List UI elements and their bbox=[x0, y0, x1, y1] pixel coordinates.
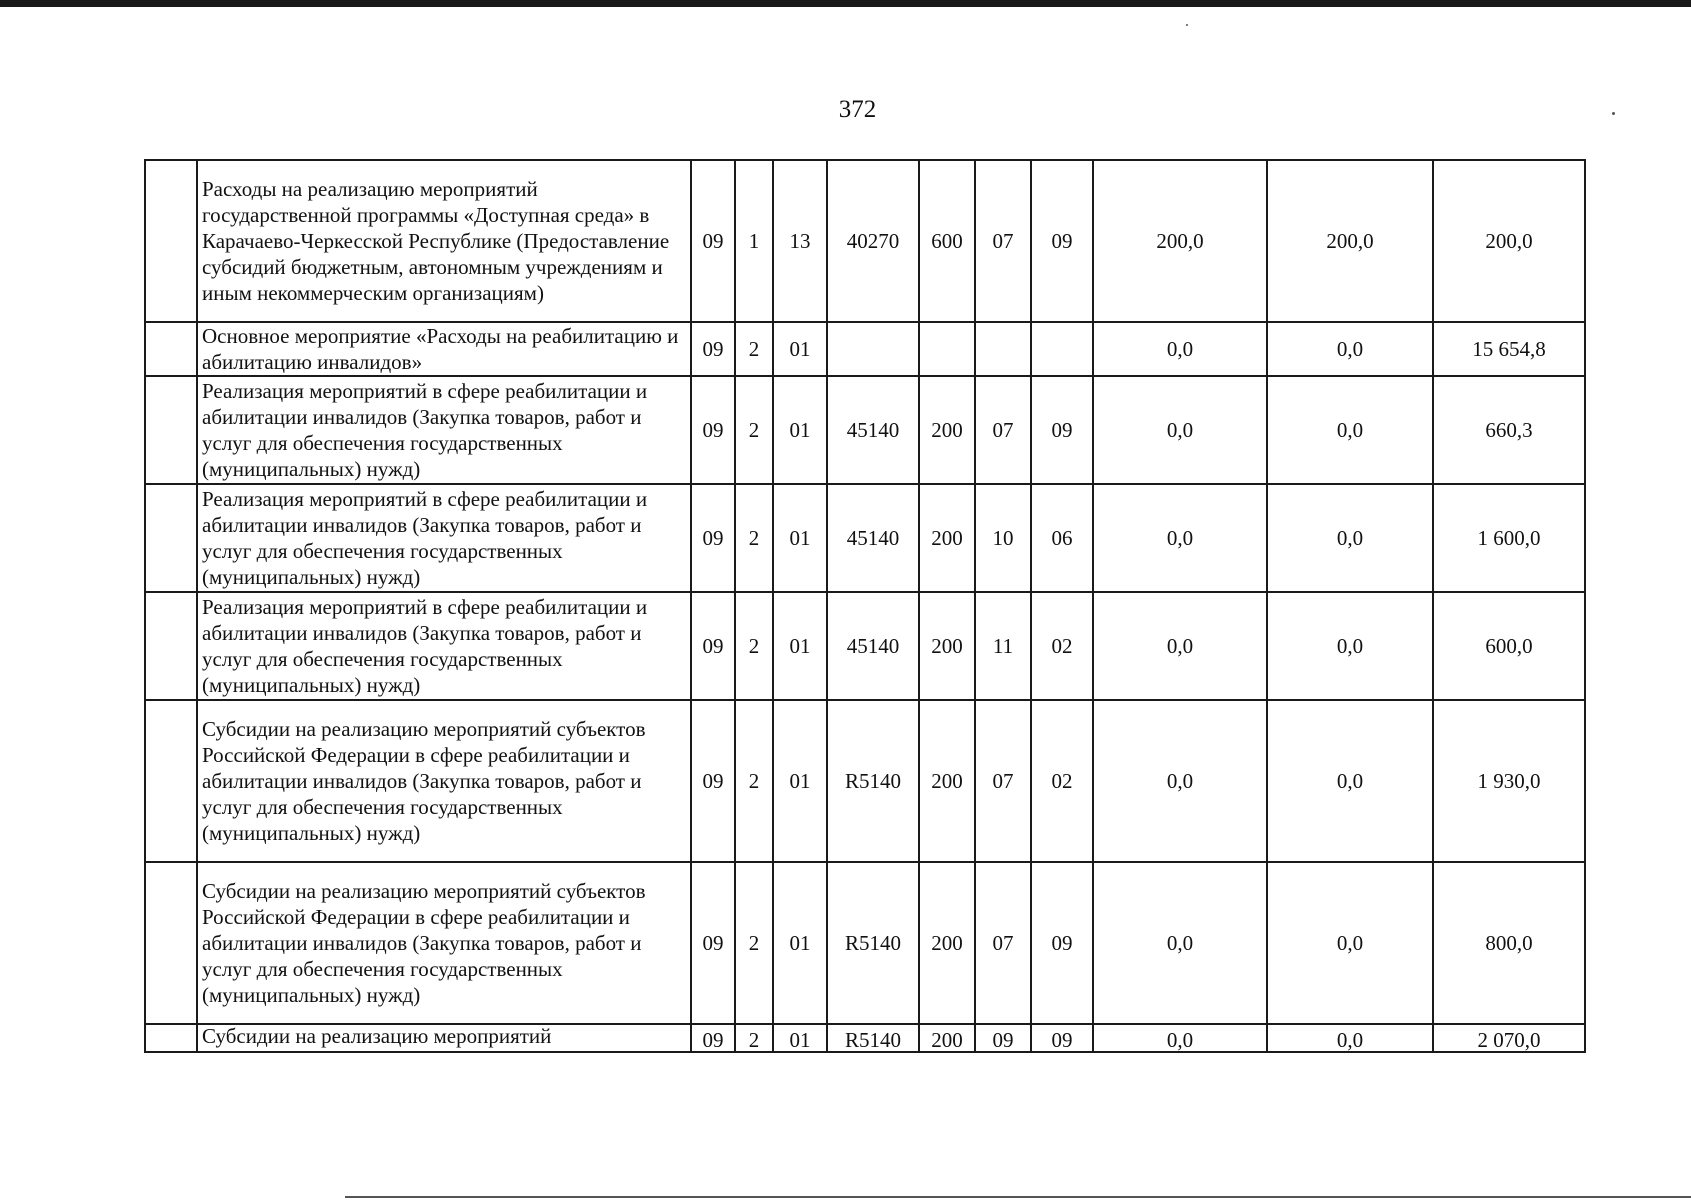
admin-code-cell: 09 bbox=[691, 484, 735, 592]
direction-code-cell: 45140 bbox=[827, 592, 919, 700]
amount-cell-1: 0,0 bbox=[1093, 376, 1267, 484]
amount-cell-2: 0,0 bbox=[1267, 700, 1433, 862]
program-code-cell: 1 bbox=[735, 160, 773, 322]
direction-code-cell bbox=[827, 322, 919, 376]
direction-code-cell: R5140 bbox=[827, 700, 919, 862]
table-row bbox=[145, 862, 1585, 1024]
program-code-cell: 2 bbox=[735, 862, 773, 1024]
row-number-cell bbox=[145, 484, 197, 592]
description-cell: Реализация мероприятий в сфере реабилитации и абилитации инвалидов (Закупка товаров, работ и услуг для обеспечения государственных (муниципальных) нужд) bbox=[197, 484, 691, 592]
subsection-code-cell: 02 bbox=[1031, 700, 1093, 862]
section-code-cell: 11 bbox=[975, 592, 1031, 700]
row-number-cell bbox=[145, 592, 197, 700]
direction-code-cell: 45140 bbox=[827, 376, 919, 484]
amount-cell-3: 1 600,0 bbox=[1433, 484, 1585, 592]
amount-cell-2: 0,0 bbox=[1267, 862, 1433, 1024]
program-code-cell: 2 bbox=[735, 700, 773, 862]
subprogram-code-cell: 01 bbox=[773, 484, 827, 592]
description-cell: Основное мероприятие «Расходы на реабилитацию и абилитацию инвалидов» bbox=[197, 322, 691, 376]
amount-cell-3: 660,3 bbox=[1433, 376, 1585, 484]
amount-cell-2: 200,0 bbox=[1267, 160, 1433, 322]
subprogram-code-cell: 01 bbox=[773, 592, 827, 700]
admin-code-cell: 09 bbox=[691, 700, 735, 862]
amount-cell-3: 2 070,0 bbox=[1433, 1024, 1585, 1052]
subsection-code-cell bbox=[1031, 322, 1093, 376]
expense-type-cell: 200 bbox=[919, 1024, 975, 1052]
direction-code-cell: 40270 bbox=[827, 160, 919, 322]
amount-cell-1: 200,0 bbox=[1093, 160, 1267, 322]
amount-cell-1: 0,0 bbox=[1093, 700, 1267, 862]
amount-cell-2: 0,0 bbox=[1267, 376, 1433, 484]
description-cell: Реализация мероприятий в сфере реабилитации и абилитации инвалидов (Закупка товаров, работ и услуг для обеспечения государственных (муниципальных) нужд) bbox=[197, 592, 691, 700]
subsection-code-cell: 09 bbox=[1031, 160, 1093, 322]
section-code-cell: 07 bbox=[975, 700, 1031, 862]
scan-bottom-edge bbox=[345, 1196, 1691, 1198]
admin-code-cell: 09 bbox=[691, 160, 735, 322]
scan-top-edge bbox=[0, 0, 1691, 7]
subsection-code-cell: 09 bbox=[1031, 1024, 1093, 1052]
amount-cell-3: 600,0 bbox=[1433, 592, 1585, 700]
subprogram-code-cell: 01 bbox=[773, 700, 827, 862]
program-code-cell: 2 bbox=[735, 592, 773, 700]
subprogram-code-cell: 01 bbox=[773, 376, 827, 484]
row-number-cell bbox=[145, 700, 197, 862]
program-code-cell: 2 bbox=[735, 484, 773, 592]
table-row bbox=[145, 160, 1585, 322]
subprogram-code-cell: 13 bbox=[773, 160, 827, 322]
direction-code-cell: R5140 bbox=[827, 862, 919, 1024]
section-code-cell bbox=[975, 322, 1031, 376]
table-row bbox=[145, 700, 1585, 862]
amount-cell-1: 0,0 bbox=[1093, 862, 1267, 1024]
program-code-cell: 2 bbox=[735, 376, 773, 484]
expense-type-cell: 200 bbox=[919, 700, 975, 862]
amount-cell-2: 0,0 bbox=[1267, 592, 1433, 700]
row-number-cell bbox=[145, 1024, 197, 1052]
table-row bbox=[145, 322, 1585, 376]
admin-code-cell: 09 bbox=[691, 1024, 735, 1052]
admin-code-cell: 09 bbox=[691, 322, 735, 376]
expense-type-cell: 200 bbox=[919, 862, 975, 1024]
direction-code-cell: R5140 bbox=[827, 1024, 919, 1052]
section-code-cell: 09 bbox=[975, 1024, 1031, 1052]
section-code-cell: 07 bbox=[975, 160, 1031, 322]
description-cell: Расходы на реализацию мероприятий государственной программы «Доступная среда» в Карачаево-Черкесской Республике (Предоставление субсидий бюджетным, автономным учреждениям и иным некоммерческим организациям) bbox=[197, 160, 691, 322]
section-code-cell: 10 bbox=[975, 484, 1031, 592]
table-row bbox=[145, 592, 1585, 700]
scan-speck bbox=[1186, 24, 1188, 26]
description-cell: Субсидии на реализацию мероприятий субъектов Российской Федерации в сфере реабилитации и абилитации инвалидов (Закупка товаров, работ и услуг для обеспечения государственных (муниципальных) нужд) bbox=[197, 862, 691, 1024]
subsection-code-cell: 09 bbox=[1031, 376, 1093, 484]
description-cell: Субсидии на реализацию мероприятий субъектов Российской Федерации в сфере реабилитации и абилитации инвалидов (Закупка товаров, работ и услуг для обеспечения государственных (муниципальных) нужд) bbox=[197, 700, 691, 862]
subprogram-code-cell: 01 bbox=[773, 322, 827, 376]
section-code-cell: 07 bbox=[975, 862, 1031, 1024]
amount-cell-3: 15 654,8 bbox=[1433, 322, 1585, 376]
table-row bbox=[145, 1024, 1585, 1052]
row-number-cell bbox=[145, 862, 197, 1024]
program-code-cell: 2 bbox=[735, 322, 773, 376]
expense-type-cell: 200 bbox=[919, 376, 975, 484]
amount-cell-2: 0,0 bbox=[1267, 1024, 1433, 1052]
subprogram-code-cell: 01 bbox=[773, 862, 827, 1024]
amount-cell-3: 1 930,0 bbox=[1433, 700, 1585, 862]
expense-type-cell: 200 bbox=[919, 592, 975, 700]
subsection-code-cell: 09 bbox=[1031, 862, 1093, 1024]
description-cell: Субсидии на реализацию мероприятий bbox=[197, 1024, 691, 1052]
amount-cell-1: 0,0 bbox=[1093, 484, 1267, 592]
subsection-code-cell: 02 bbox=[1031, 592, 1093, 700]
section-code-cell: 07 bbox=[975, 376, 1031, 484]
budget-table bbox=[144, 159, 1586, 1053]
row-number-cell bbox=[145, 160, 197, 322]
admin-code-cell: 09 bbox=[691, 376, 735, 484]
amount-cell-3: 800,0 bbox=[1433, 862, 1585, 1024]
scan-speck bbox=[1612, 112, 1615, 115]
expense-type-cell bbox=[919, 322, 975, 376]
description-cell: Реализация мероприятий в сфере реабилитации и абилитации инвалидов (Закупка товаров, работ и услуг для обеспечения государственных (муниципальных) нужд) bbox=[197, 376, 691, 484]
amount-cell-1: 0,0 bbox=[1093, 322, 1267, 376]
expense-type-cell: 200 bbox=[919, 484, 975, 592]
admin-code-cell: 09 bbox=[691, 862, 735, 1024]
page-number: 372 bbox=[838, 96, 877, 123]
subsection-code-cell: 06 bbox=[1031, 484, 1093, 592]
row-number-cell bbox=[145, 376, 197, 484]
table-row bbox=[145, 484, 1585, 592]
admin-code-cell: 09 bbox=[691, 592, 735, 700]
row-number-cell bbox=[145, 322, 197, 376]
amount-cell-1: 0,0 bbox=[1093, 592, 1267, 700]
amount-cell-3: 200,0 bbox=[1433, 160, 1585, 322]
expense-type-cell: 600 bbox=[919, 160, 975, 322]
amount-cell-1: 0,0 bbox=[1093, 1024, 1267, 1052]
amount-cell-2: 0,0 bbox=[1267, 322, 1433, 376]
subprogram-code-cell: 01 bbox=[773, 1024, 827, 1052]
table-row bbox=[145, 376, 1585, 484]
program-code-cell: 2 bbox=[735, 1024, 773, 1052]
direction-code-cell: 45140 bbox=[827, 484, 919, 592]
amount-cell-2: 0,0 bbox=[1267, 484, 1433, 592]
